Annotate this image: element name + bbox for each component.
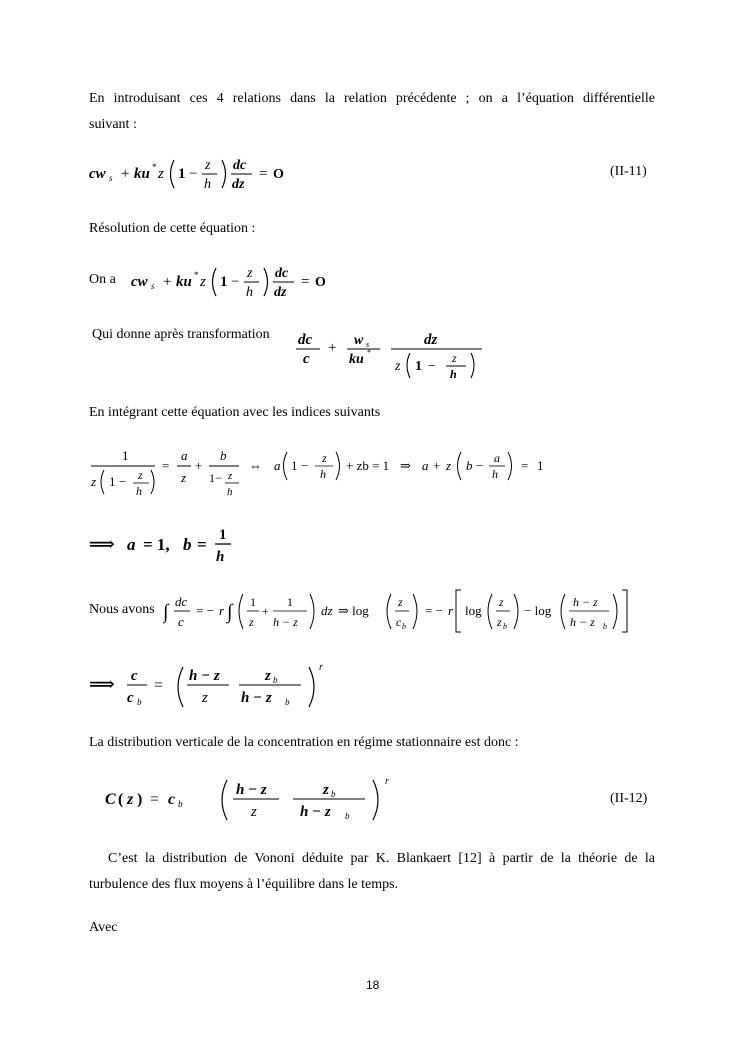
svg-text:dz: dz [424,332,438,348]
svg-text:cw: cw [89,166,106,182]
svg-text:z: z [91,474,97,489]
svg-text:−: − [476,458,484,473]
svg-text:h − z: h − z [189,668,220,684]
equation-number-ii-12: (II-12) [610,791,648,806]
svg-text:h: h [136,484,142,498]
svg-text:=: = [259,166,268,182]
svg-text:⇒ log: ⇒ log [338,603,369,618]
svg-text:−: − [231,274,240,290]
svg-text:=: = [301,274,310,290]
distribution-label: La distribution verticale de la concentration en régime stationnaire est donc : [89,735,519,750]
svg-text:⇔: ⇔ [249,458,262,473]
equation-on-a [131,258,371,304]
svg-text:c: c [396,615,402,629]
avec-label: Avec [89,920,118,935]
svg-text:∫: ∫ [163,601,169,623]
svg-text:−: − [119,474,127,489]
svg-text:*: * [194,270,199,280]
svg-text:z: z [181,470,187,485]
svg-text:dc: dc [175,594,188,609]
svg-text:h: h [246,285,253,300]
svg-text:dc: dc [298,332,313,348]
svg-text:z: z [499,595,504,609]
svg-text:= 1,: = 1, [143,535,170,554]
on-a-label: On a [89,272,116,287]
svg-text:b: b [603,622,607,631]
svg-text:b: b [183,535,192,554]
svg-text:z: z [205,158,211,173]
svg-text:b: b [137,697,142,707]
equation-ii-11 [89,150,329,196]
svg-text:b: b [466,458,473,473]
svg-text:1: 1 [109,474,116,489]
page-number: 18 [366,978,380,992]
svg-text:h − z: h − z [570,615,595,629]
svg-text:h: h [450,367,457,381]
resolution-heading: Résolution de cette équation : [89,221,256,236]
svg-text:c: c [303,351,310,367]
svg-text:=: = [154,677,164,694]
svg-text:dc: dc [275,266,289,281]
svg-text:r: r [385,776,389,787]
svg-text:1: 1 [287,595,293,609]
svg-text:b: b [273,675,278,685]
svg-text:*: * [367,348,371,357]
equation-ratio [89,662,349,712]
svg-text:1: 1 [250,595,256,609]
svg-text:z: z [228,470,233,482]
svg-text:c: c [131,668,138,684]
svg-text:+: + [328,340,337,356]
svg-text:b: b [178,799,183,809]
svg-text:h − z: h − z [573,595,598,609]
svg-text:r: r [319,662,323,673]
svg-text:1: 1 [122,448,129,463]
intro-paragraph-line2: suivant : [89,117,137,132]
svg-text:h: h [492,467,498,481]
svg-text:1: 1 [178,166,186,182]
svg-text:dz: dz [274,285,287,300]
conclusion-paragraph-line2: turbulence des flux moyens à l’équilibre dans le temps. [89,877,399,892]
svg-text:1: 1 [219,527,227,543]
svg-text:1−: 1− [209,471,222,485]
svg-text:b: b [220,448,227,463]
equation-integral [163,586,643,636]
svg-text:1: 1 [291,458,298,473]
integrating-label: En intégrant cette équation avec les indices suivants [89,405,381,420]
svg-text:a: a [274,458,281,473]
svg-text:h − z: h − z [300,804,331,820]
svg-text:O: O [315,275,326,290]
svg-text:=: = [521,458,529,473]
svg-text:c: c [168,791,176,808]
svg-text:b: b [345,811,350,821]
svg-text:z: z [398,595,403,609]
svg-text:h − z: h − z [273,615,298,629]
svg-text:+: + [262,604,269,618]
svg-text:a: a [181,448,188,463]
svg-text:z: z [127,791,134,808]
svg-text:⟹: ⟹ [89,674,115,694]
svg-text:h − z: h − z [236,782,267,798]
svg-text:cw: cw [131,274,148,290]
svg-text:O: O [273,167,284,182]
svg-text:⇒: ⇒ [400,458,411,473]
svg-text:+: + [433,458,441,473]
svg-text:dc: dc [233,158,247,173]
svg-text:b: b [402,622,406,631]
svg-text:b: b [503,622,507,631]
svg-text:= −: = − [196,603,214,618]
svg-text:log: log [465,603,482,618]
svg-text:ku: ku [176,274,192,290]
svg-text:r: r [448,603,454,618]
svg-text:z: z [249,615,254,629]
svg-text:⟹: ⟹ [89,534,115,554]
equation-ii-12 [105,774,405,824]
svg-text:z: z [158,166,164,182]
svg-text:c: c [127,690,134,706]
svg-text:z: z [200,274,206,290]
svg-text:h: h [227,486,233,498]
equation-a-b-result [89,523,269,569]
svg-text:z: z [323,782,329,798]
svg-text:(: ( [118,791,124,808]
svg-text:z: z [247,266,253,281]
svg-text:b: b [331,789,336,799]
svg-text:= −: = − [425,603,443,618]
svg-text:h: h [320,467,326,481]
svg-text:): ) [137,791,143,808]
svg-text:dz: dz [321,603,333,618]
svg-text:z: z [497,615,502,629]
svg-text:C: C [105,791,116,808]
equation-transformation [294,328,494,382]
equation-number-ii-11: (II-11) [610,164,647,179]
svg-text:a: a [127,535,136,554]
svg-text:+ zb = 1: + zb = 1 [346,458,390,473]
svg-text:∫: ∫ [227,601,233,623]
svg-text:z: z [265,668,271,684]
svg-text:r: r [219,603,225,618]
svg-text:1: 1 [220,274,228,290]
svg-text:=: = [162,458,170,473]
svg-text:s: s [366,340,370,349]
equation-partial-fractions [89,442,569,500]
svg-text:+: + [121,166,130,182]
svg-text:h: h [204,177,211,192]
svg-text:− log: − log [524,603,552,618]
svg-text:*: * [152,162,157,172]
svg-text:ku: ku [134,166,150,182]
svg-text:s: s [151,281,155,291]
svg-text:−: − [301,458,309,473]
svg-text:ku: ku [349,352,364,367]
intro-paragraph-line1: En introduisant ces 4 relations dans la relation précédente ; on a l’équation différentielle [89,91,655,106]
svg-text:z: z [322,451,327,465]
svg-text:z: z [202,690,208,706]
svg-text:=: = [150,791,160,808]
svg-text:=: = [197,535,207,554]
svg-text:a: a [494,451,500,465]
svg-text:a: a [422,458,429,473]
svg-text:+: + [195,458,203,473]
transformation-label: Qui donne après transformation [92,327,270,342]
svg-text:dz: dz [232,177,245,192]
svg-text:+: + [163,274,172,290]
nous-avons-label: Nous avons [89,602,155,617]
svg-text:z: z [138,468,143,482]
svg-text:h − z: h − z [241,690,272,706]
conclusion-paragraph-line1: C’est la distribution de Vononi déduite par K. Blankaert [12] à partir de la théorie de la [108,851,655,866]
svg-text:−: − [189,166,198,182]
svg-text:z: z [251,804,257,820]
svg-text:h: h [216,549,225,565]
svg-text:1: 1 [537,458,544,473]
svg-text:w: w [354,333,364,348]
svg-text:1: 1 [415,359,422,374]
svg-text:b: b [285,697,290,707]
svg-text:c: c [178,614,184,629]
svg-text:z: z [395,359,401,374]
svg-text:−: − [428,359,436,374]
svg-text:s: s [109,173,113,183]
svg-text:z: z [452,351,457,365]
svg-text:z: z [446,458,452,473]
